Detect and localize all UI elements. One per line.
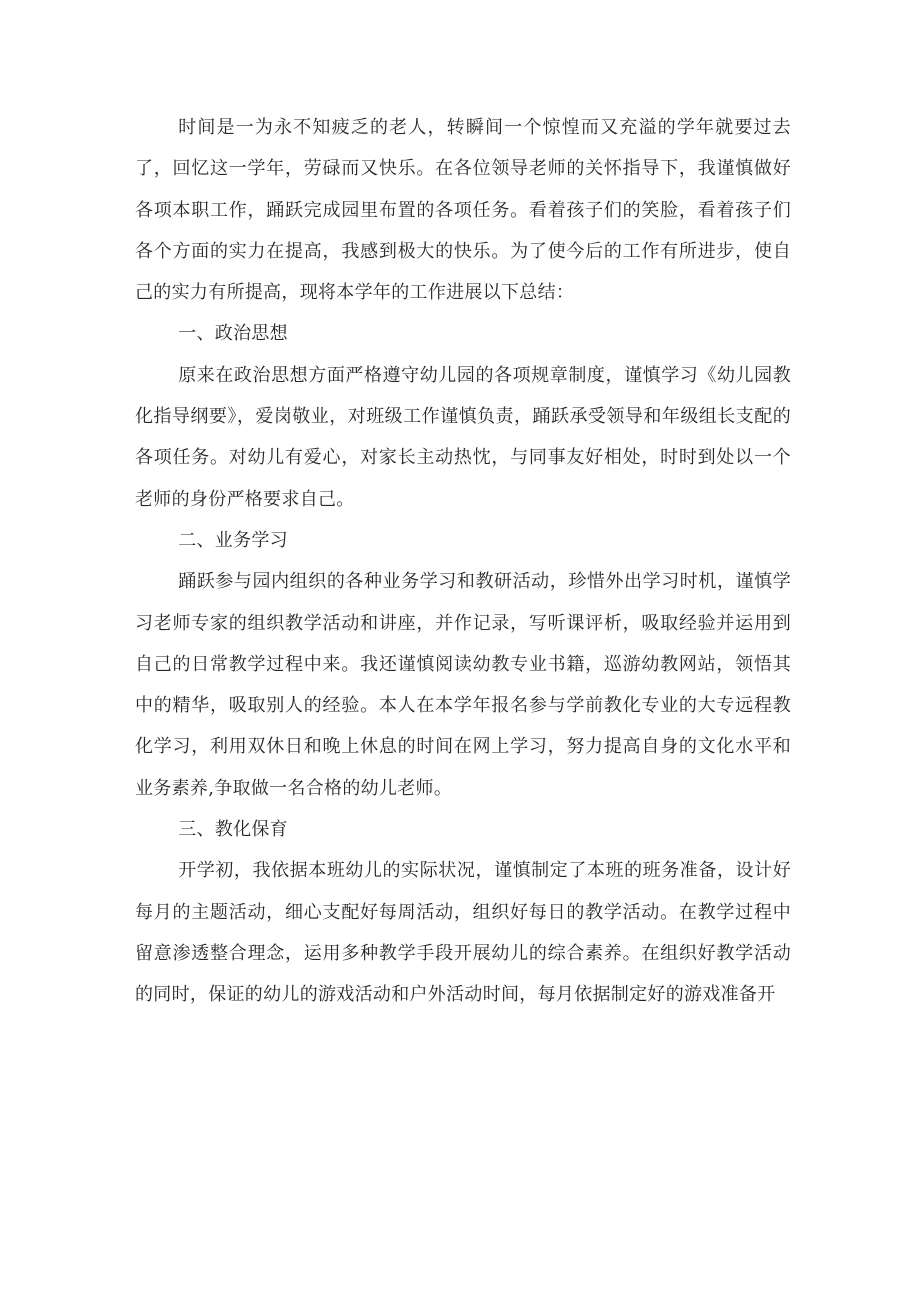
section-heading-politics: 一、政治思想 <box>178 323 288 345</box>
section-paragraph-study: 踊跃参与园内组织的各种业务学习和教研活动，珍惜外出学习时机，谨慎学习老师专家的组织教学活动和讲座，并作记录，写听课评析，吸取经验并运用到自己的日常教学过程中来。我还谨慎阅读幼教专业书籍，巡游幼教网站，领悟其中的精华，吸取别人的经验。本人在本学年报名参与学前教化专业的大专远程教化学习，利用双休日和晚上休息的时间在网上学习，努力提高自身的文化水平和业务素养,争取做一名合格的幼儿老师。 <box>135 571 791 799</box>
section-paragraph-education: 开学初，我依据本班幼儿的实际状况，谨慎制定了本班的班务准备，设计好每月的主题活动，细心支配好每周活动，组织好每日的教学活动。在教学过程中留意渗透整合理念，运用多种教学手段开展幼儿的综合素养。在组织好教学活动的同时，保证的幼儿的游戏活动和户外活动时间，每月依据制定好的游戏准备开 <box>135 860 791 1006</box>
section-heading-education: 三、教化保育 <box>178 819 288 841</box>
section-heading-study: 二、业务学习 <box>178 529 288 551</box>
intro-paragraph: 时间是一为永不知疲乏的老人，转瞬间一个惊惶而又充溢的学年就要过去了，回忆这一学年，劳碌而又快乐。在各位领导老师的关怀指导下，我谨慎做好各项本职工作，踊跃完成园里布置的各项任务。看着孩子们的笑脸，看着孩子们各个方面的实力在提高，我感到极大的快乐。为了使今后的工作有所进步，使自己的实力有所提高，现将本学年的工作进展以下总结： <box>135 117 791 304</box>
section-paragraph-politics: 原来在政治思想方面严格遵守幼儿园的各项规章制度，谨慎学习《幼儿园教化指导纲要》，爱岗敬业，对班级工作谨慎负责，踊跃承受领导和年级组长支配的各项任务。对幼儿有爱心，对家长主动热忱，与同事友好相处，时时到处以一个老师的身份严格要求自己。 <box>135 364 791 510</box>
document-body <box>135 107 791 1016</box>
